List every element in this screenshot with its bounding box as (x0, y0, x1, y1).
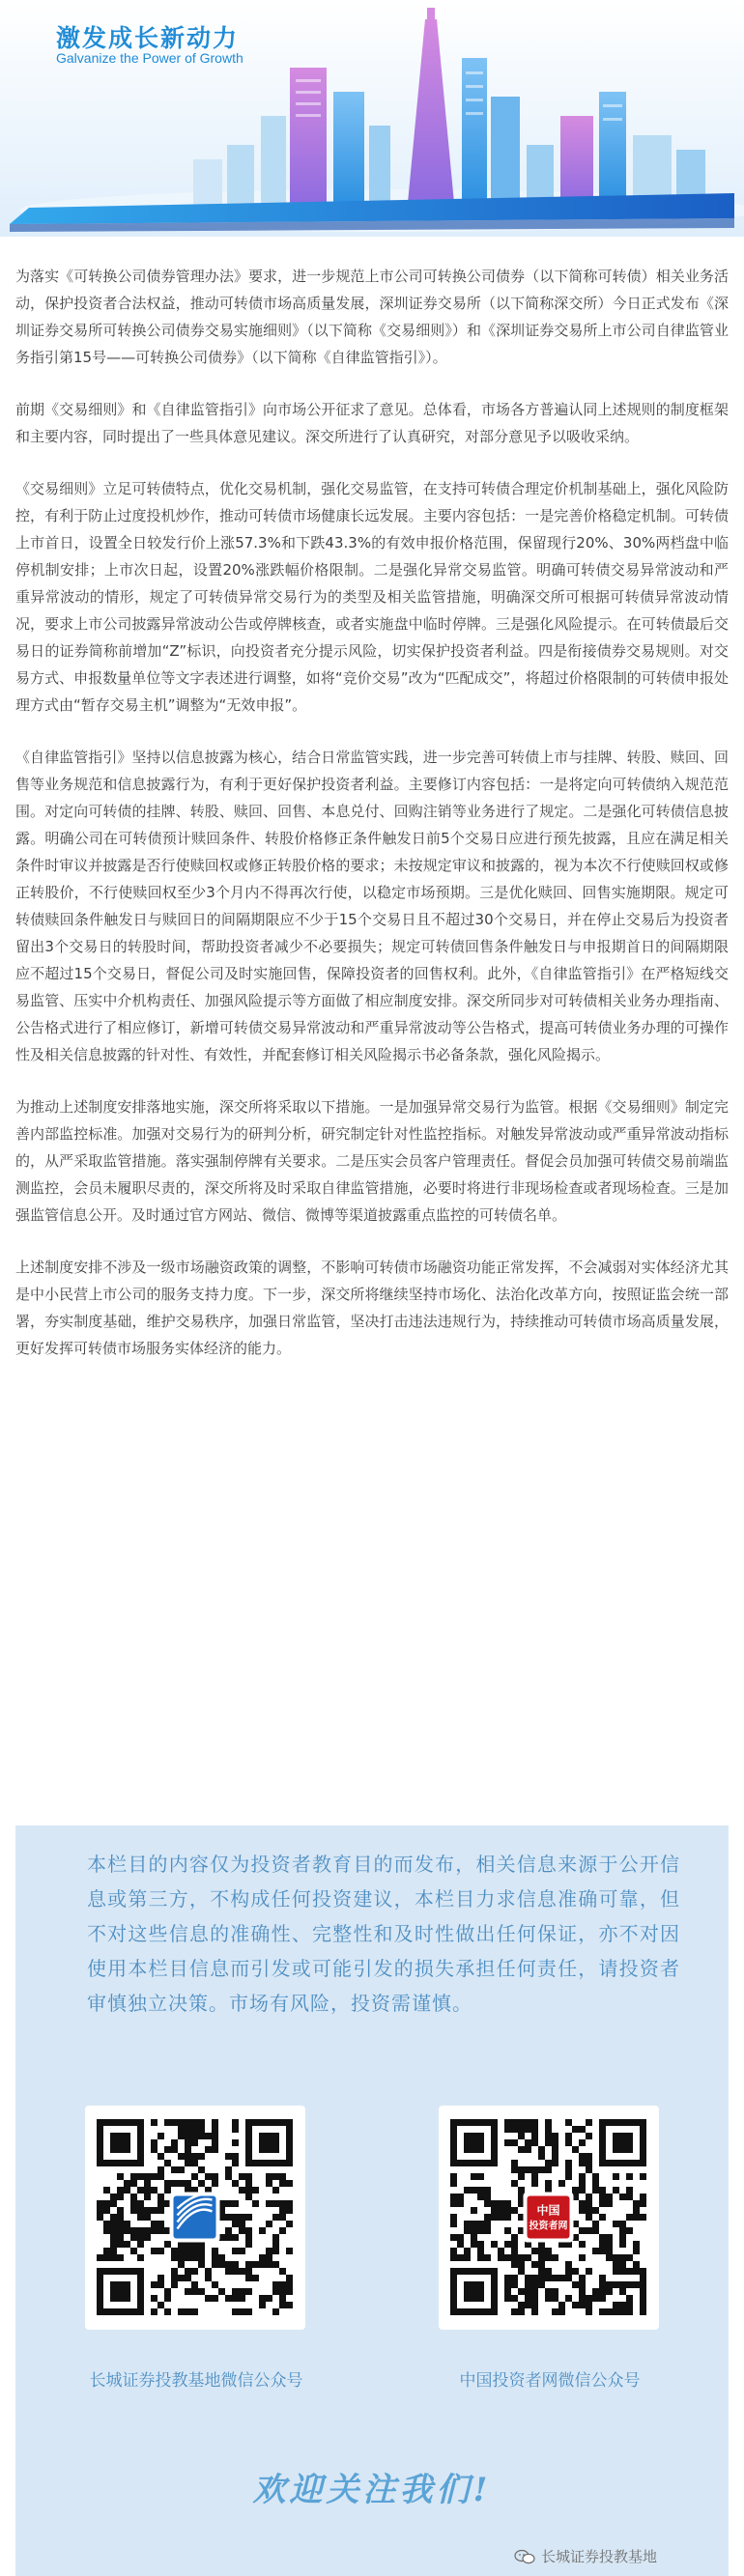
qr-code-right[interactable] (439, 2106, 659, 2330)
header-banner (0, 0, 744, 237)
article-body (15, 263, 729, 1387)
logo-text-line: 投资者网 (529, 2221, 568, 2232)
disclaimer-panel (15, 1826, 729, 2576)
qr-right-caption: 中国投资者网微信公众号 (459, 2371, 641, 2391)
article-paragraph: 前期《交易细则》和《自律监管指引》向市场公开征求了意见。总体看，市场各方普遍认同上述规则的制度框架和主要内容，同时提出了一些具体意见建议。深交所进行了认真研究，对部分意见予以吸收采纳。 (15, 401, 729, 445)
watermark-label: 长城证券投教基地 (541, 2548, 658, 2565)
article-paragraph: 《自律监管指引》坚持以信息披露为核心，结合日常监管实践，进一步完善可转债上市与挂牌、转股、赎回、回售等业务规范和信息披露行为，有利于更好保护投资者利益。主要修订内容包括：一是将定向可转债纳入规范范围。对定向可转债的挂牌、转股、赎回、回售、本息兑付、回购注销等业务进行了规定。二是强化可转债信息披露。明确公司在可转债预计赎回条件、转股价格修正条件触发日前5个交易日应进行预先披露，且应在满足相关条件时审议并披露是否行使赎回权或修正转股价格的要求；未按规定审议和披露的，视为本次不行使赎回权或修正转股价，不行使赎回权至少3个月内不得再次行使，以稳定市场预期。三是优化赎回、回售实施期限。规定可转债赎回条件触发日与赎回日的间隔期限应不少于15个交易日且不超过30个交易日，并在停止交易后为投资者留出3个交易日的转股时间，帮助投资者减少不必要损失；规定可转债回售条件触发日与申报期首日的间隔期限应不超过15个交易日，督促公司及时实施回售，保障投资者的回售权利。此外，《自律监管指引》在严格短线交易监管、压实中介机构责任、加强风险提示等方面做了相应制度安排。深交所同步对可转债相关业务办理指南、公告格式进行了相应修订，新增可转债交易异常波动和严重异常波动等公告格式，提高可转债业务办理的可操作性及相关信息披露的针对性、有效性，并配套修订相关风险揭示书必备条款，强化风险揭示。 (15, 749, 729, 1063)
qr-code-left[interactable] (85, 2106, 305, 2330)
wechat-watermark (514, 2546, 657, 2566)
disclaimer-text: 本栏目的内容仅为投资者教育目的而发布，相关信息来源于公开信息或第三方，不构成任何投资建议，本栏目力求信息准确可靠，但不对这些信息的准确性、完整性和及时性做出任何保证，亦不对因使用本栏目信息而引发或可能引发的损失承担任何责任，请投资者审慎独立决策。市场有风险，投资需谨慎。 (87, 1853, 680, 2015)
qr-left-caption: 长城证券投教基地微信公众号 (89, 2371, 303, 2391)
article-paragraph: 《交易细则》立足可转债特点，优化交易机制，强化交易监管，在支持可转债合理定价机制基础上，强化风险防控，有利于防止过度投机炒作，推动可转债市场健康长远发展。主要内容包括：一是完善价格稳定机制。可转债上市首日，设置全日较发行价上涨57.3%和下跌43.3%的有效申报价格范围，保留现行20%、30%两档盘中临停机制安排；上市次日起，设置20%涨跌幅价格限制。二是强化异常交易监管。明确可转债交易异常波动和严重异常波动的情形，规定了可转债异常交易行为的类型及相关监管措施，明确深交所可根据可转债异常波动情况，要求上市公司披露异常波动公告或停牌核查，或者实施盘中临时停牌。三是强化风险提示。在可转债最后交易日的证券简称前增加“Z”标识，向投资者充分提示风险，切实保护投资者利益。四是衔接债券交易规则。对交易方式、申报数量单位等文字表述进行调整，如将“竞价交易”改为“匹配成交”，将超过价格限制的可转债申报处理方式由“暂存交易主机”调整为“无效申报”。 (15, 480, 729, 714)
welcome-slogan: 欢迎关注我们! (252, 2471, 492, 2509)
banner-title: 激发成长新动力 (56, 24, 240, 52)
investor-network-logo (528, 2196, 570, 2239)
great-wall-logo-icon (174, 2194, 216, 2238)
article-paragraph: 为落实《可转换公司债券管理办法》要求，进一步规范上市公司可转换公司债券（以下简称可转债）相关业务活动，保护投资者合法权益，推动可转债市场高质量发展，深圳证券交易所（以下简称深交所）今日正式发布《深圳证券交易所可转换公司债券交易实施细则》（以下简称《交易细则》）和《深圳证券交易所上市公司自律监管业务指引第15号——可转换公司债券》（以下简称《自律监管指引》）。 (15, 268, 729, 366)
wechat-icon (514, 2549, 535, 2564)
article-paragraph: 为推动上述制度安排落地实施，深交所将采取以下措施。一是加强异常交易行为监管。根据《交易细则》制定完善内部监控标准。加强对交易行为的研判分析，研究制定针对性监控指标。对触发异常波动或严重异常波动指标的，从严采取监管措施。落实强制停牌有关要求。二是压实会员客户管理责任。督促会员加强可转债交易前端监测监控，会员未履职尽责的，深交所将及时采取自律监管措施，必要时将进行非现场检查或者现场检查。三是加强监管信息公开。及时通过官方网站、微信、微博等渠道披露重点监控的可转债名单。 (15, 1098, 729, 1224)
logo-text-line: 中国 (536, 2203, 560, 2218)
banner-subtitle: Galvanize the Power of Growth (56, 50, 243, 66)
qr-code-icon (85, 2106, 305, 2330)
qr-code-icon (439, 2106, 659, 2330)
article-paragraph: 上述制度安排不涉及一级市场融资政策的调整，不影响可转债市场融资功能正常发挥，不会减弱对实体经济尤其是中小民营上市公司的服务支持力度。下一步，深交所将继续坚持市场化、法治化改革方向，按照证监会统一部署，夯实制度基础，维护交易秩序，加强日常监管，坚决打击违法违规行为，持续推动可转债市场高质量发展，更好发挥可转债市场服务实体经济的能力。 (15, 1259, 729, 1357)
